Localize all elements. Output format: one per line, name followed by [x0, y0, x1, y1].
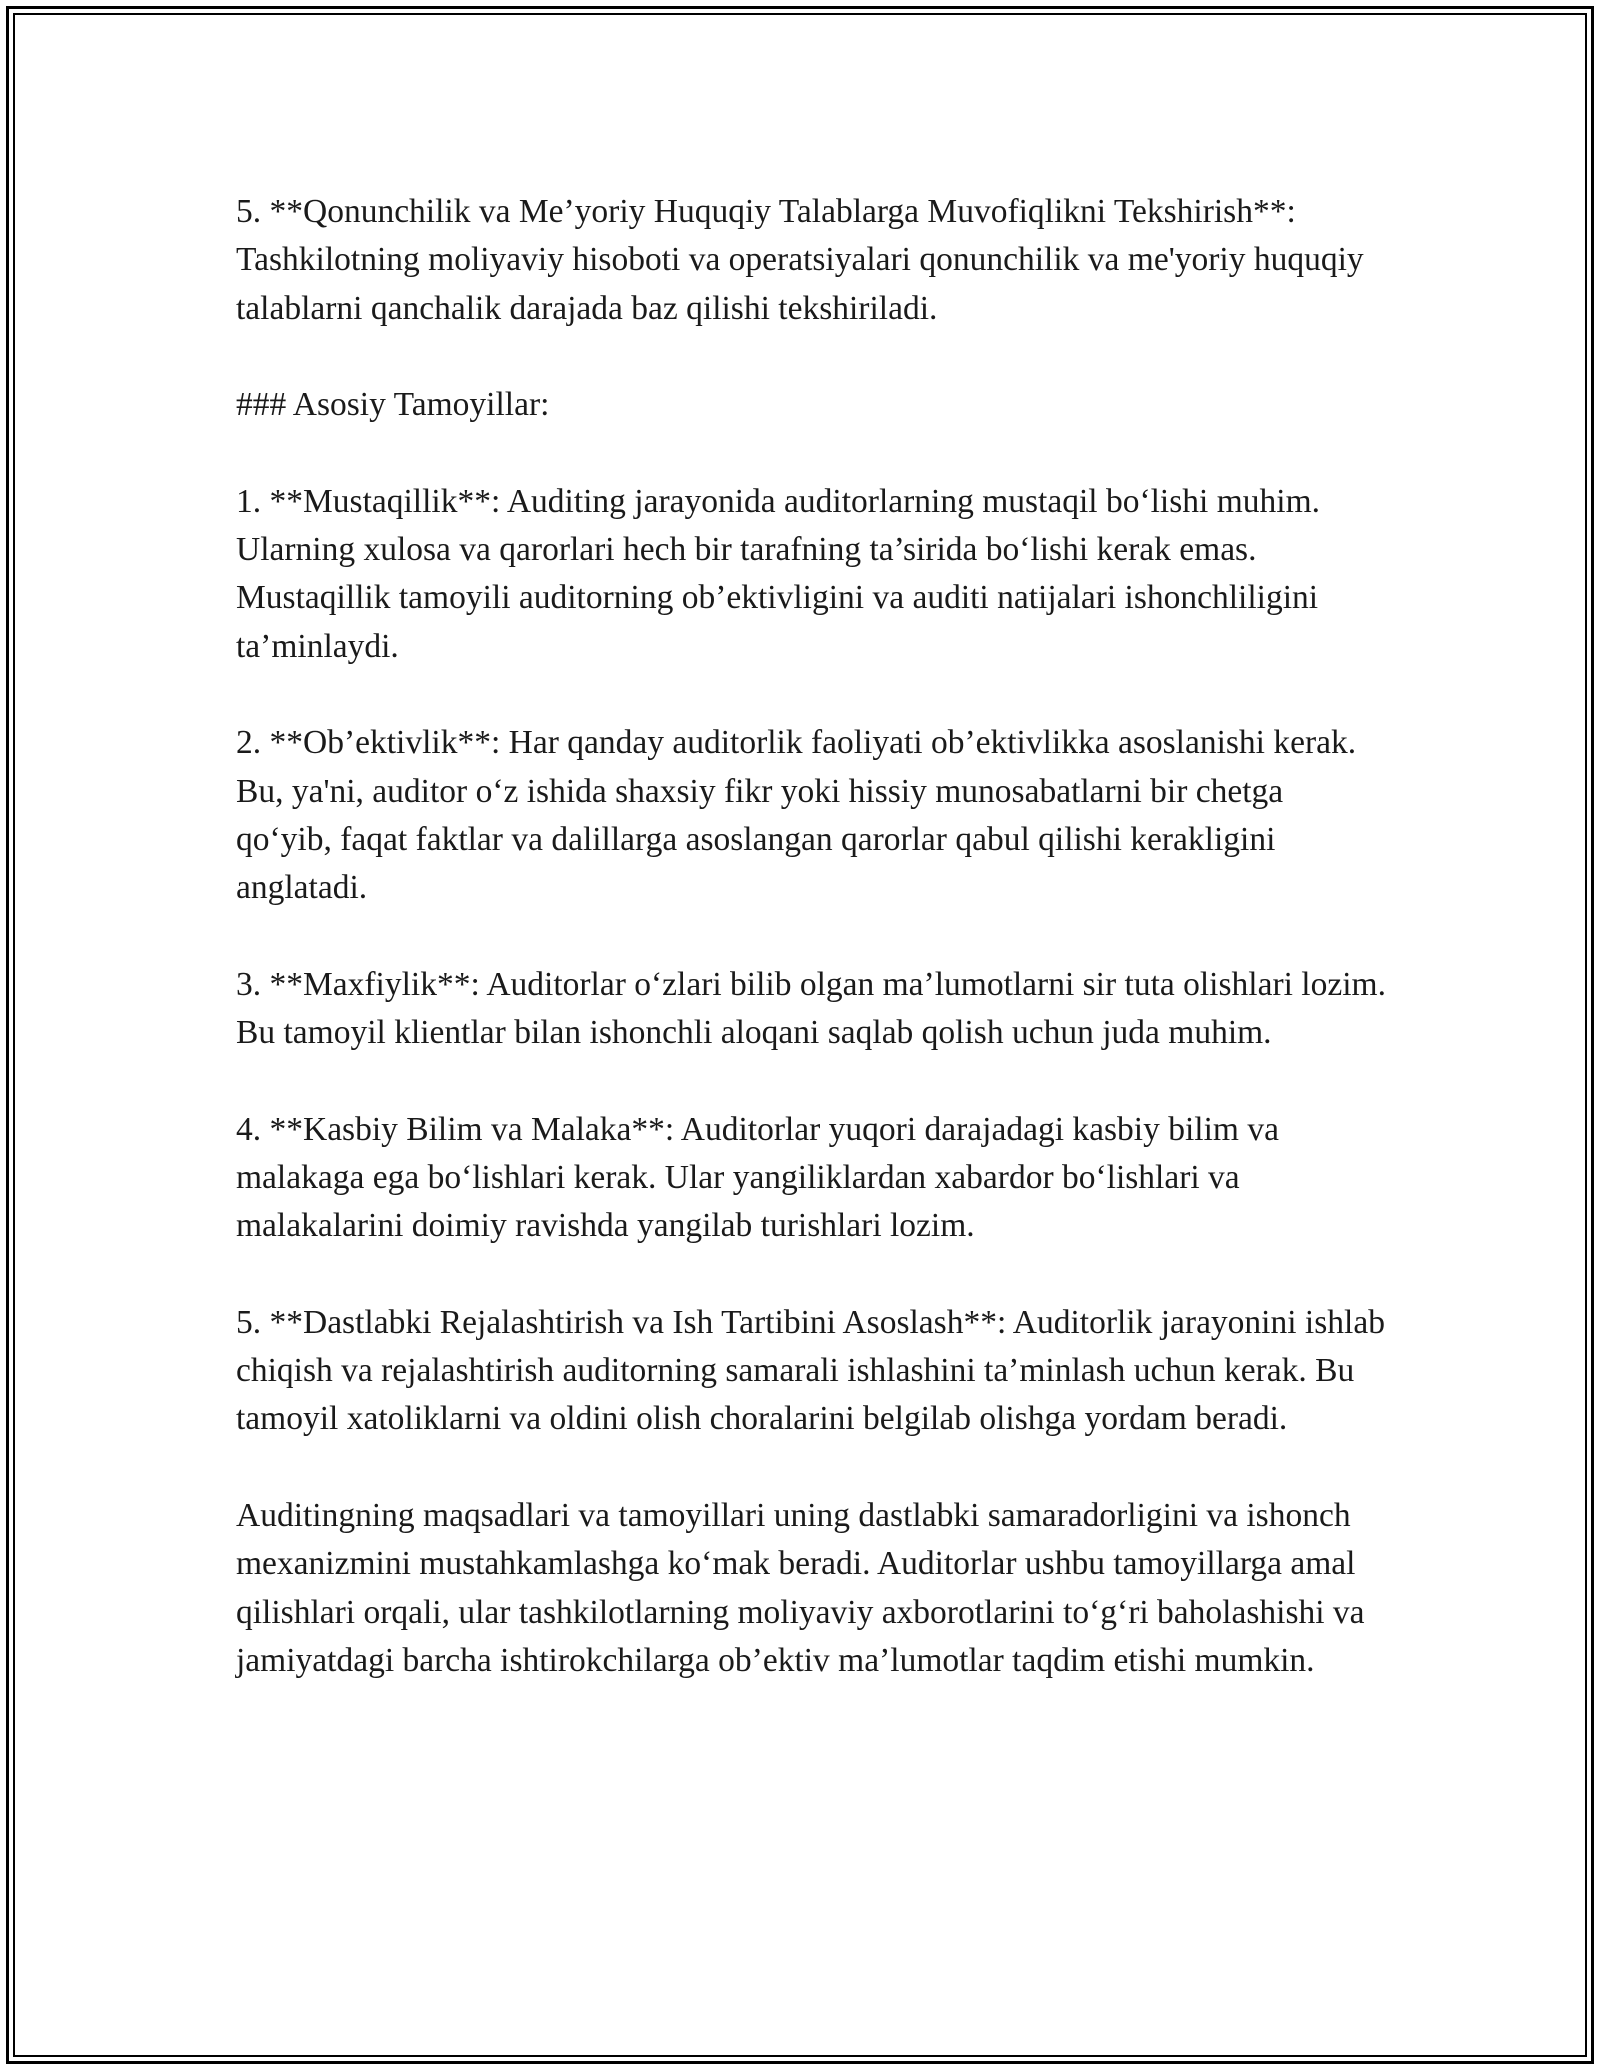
paragraph-independence: 1. **Mustaqillik**: Auditing jarayonida auditorlarning mustaqil bo‘lishi muhim. Ularning xulosa va qarorlari hech bir tarafning ta’sirida bo‘lishi kerak emas. Mustaqillik tamoyili auditorning ob’ektivligini va auditi natijalari ishonchliligini ta’minlaydi. — [236, 482, 1321, 665]
paragraph-professional-knowledge: 4. **Kasbiy Bilim va Malaka**: Auditorlar yuqori darajadagi kasbiy bilim va malakaga ega bo‘lishlari kerak. Ular yangiliklardan xabardor bo‘lishlari va malakalarini doimiy ravishda yangilab turishlari lozim. — [236, 1110, 1279, 1245]
paragraph-confidentiality: 3. **Maxfiylik**: Auditorlar o‘zlari bilib olgan ma’lumotlarni sir tuta olishlari lozim. Bu tamoyil klientlar bilan ishonchli aloqani saqlab qolish uchun juda muhim. — [236, 965, 1386, 1052]
section-heading-principles: ### Asosiy Tamoyillar: — [236, 386, 550, 424]
document-body — [236, 188, 1386, 1685]
paragraph-compliance-check: 5. **Qonunchilik va Me’yoriy Huquqiy Talablarga Muvofiqlikni Tekshirish**: Tashkilotning moliyaviy hisoboti va operatsiyalari qonunchilik va me'yoriy huquqiy talablarni qanchalik darajada baz qilishi tekshiriladi. — [236, 193, 1364, 327]
paragraph-planning: 5. **Dastlabki Rejalashtirish va Ish Tartibini Asoslash**: Auditorlik jarayonini ishlab chiqish va rejalashtirish auditorning samarali ishlashini ta’minlash uchun kerak. Bu tamoyil xatoliklarni va oldini olish choralarini belgilab olishga yordam beradi. — [236, 1303, 1385, 1438]
paragraph-conclusion: Auditingning maqsadlari va tamoyillari uning dastlabki samaradorligini va ishonch mexanizmini mustahkamlashga ko‘mak beradi. Auditorlar ushbu tamoyillarga amal qilishlari orqali, ular tashkilotlarning moliyaviy axborotlarini to‘g‘ri baholashishi va jamiyatdagi barcha ishtirokchilarga ob’ektiv ma’lumotlar taqdim etishi mumkin. — [236, 1497, 1365, 1679]
paragraph-objectivity: 2. **Ob’ektivlik**: Har qanday auditorlik faoliyati ob’ektivlikka asoslanishi kerak. Bu, ya'ni, auditor o‘z ishida shaxsiy fikr yoki hissiy munosabatlarni bir chetga qo‘yib, faqat faktlar va dalillarga asoslangan qarorlar qabul qilishi kerakligini anglatadi. — [236, 724, 1357, 907]
